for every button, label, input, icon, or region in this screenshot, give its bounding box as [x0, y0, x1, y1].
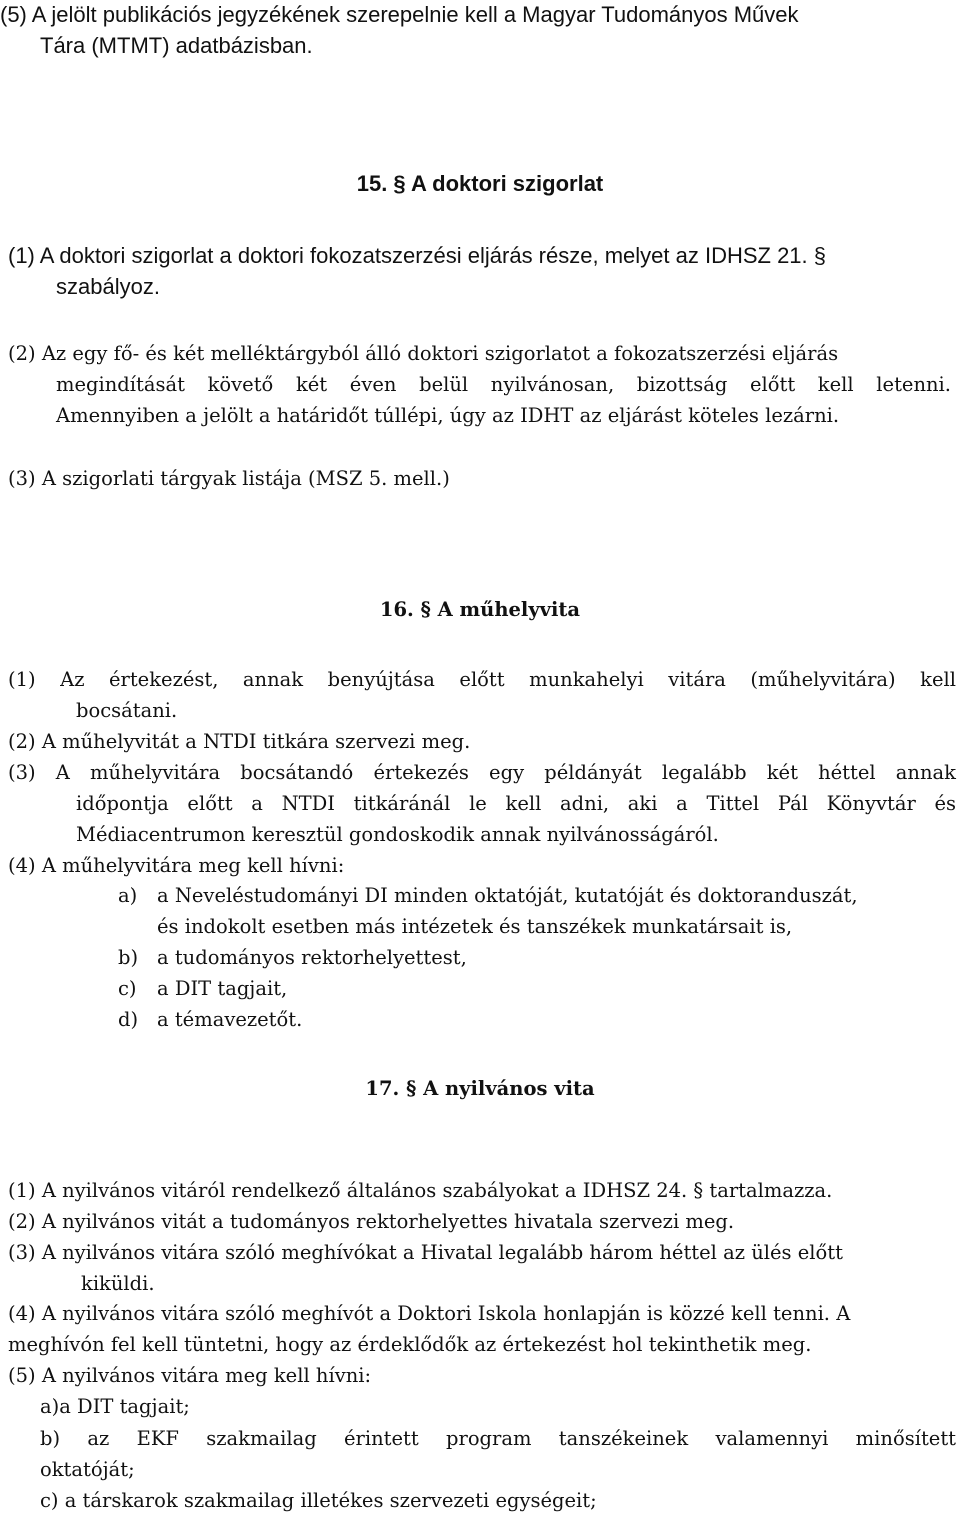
s16-p1: (1) Az értekezést, annak benyújtása előtt munkahelyi vitára (műhelyvitára) kell [8, 668, 956, 691]
s16-p3-cont: időpontja előtt a NTDI titkáránál le kell adni, aki a Tittel Pál Könyvtár és [76, 792, 956, 815]
list-item-text: a DIT tagjait, [157, 977, 288, 1000]
list-item-text: a Neveléstudományi DI minden oktatóját, kutatóját és doktoranduszát, [157, 884, 858, 907]
list-item-label: a) [118, 884, 138, 907]
paragraph-5-line: Tára (MTMT) adatbázisban. [40, 33, 313, 58]
s17-item-b-cont: oktatóját; [40, 1458, 135, 1481]
list-item-text: a témavezetőt. [157, 1008, 303, 1031]
list-item-text: a tudományos rektorhelyettest, [157, 946, 467, 969]
list-item-text: és indokolt esetben más intézetek és tanszékek munkatársait is, [157, 915, 793, 938]
s16-p3-cont: Médiacentrumon keresztül gondoskodik annak nyilvánosságáról. [76, 823, 719, 846]
s17-p2: (2) A nyilvános vitát a tudományos rektorhelyettes hivatala szervezi meg. [8, 1210, 735, 1233]
s15-p1: (1) A doktori szigorlat a doktori fokozatszerzési eljárás része, melyet az IDHSZ 21. § [8, 243, 826, 268]
s17-item-b: b) az EKF szakmailag érintett program tanszékeinek valamennyi minősített [40, 1427, 956, 1450]
s17-item-a: a)a DIT tagjait; [40, 1395, 190, 1418]
s15-p2: (2) Az egy fő- és két melléktárgyból álló doktori szigorlatot a fokozatszerzési eljárás [8, 342, 839, 365]
section-15-heading: 15. § A doktori szigorlat [356, 171, 604, 196]
list-item-label: c) [118, 977, 137, 1000]
s16-p2: (2) A műhelyvitát a NTDI titkára szervezi meg. [8, 730, 471, 753]
s17-p4: (4) A nyilvános vitára szóló meghívót a Doktori Iskola honlapján is közzé kell tenni. A [8, 1302, 851, 1325]
paragraph-5-line: (5) A jelölt publikációs jegyzékének szerepelnie kell a Magyar Tudományos Művek [0, 2, 799, 27]
s17-p3-cont: kiküldi. [81, 1272, 155, 1295]
s16-p1-cont: bocsátani. [76, 699, 178, 722]
s15-p3: (3) A szigorlati tárgyak listája (MSZ 5. mell.) [8, 467, 450, 490]
s16-p4: (4) A műhelyvitára meg kell hívni: [8, 854, 345, 877]
s15-p2-cont: Amennyiben a jelölt a határidőt túllépi, úgy az IDHT az eljárást köteles lezárni. [56, 404, 840, 427]
section-17-heading: 17. § A nyilvános vita [365, 1077, 595, 1100]
s17-p5: (5) A nyilvános vitára meg kell hívni: [8, 1364, 372, 1387]
s17-p1: (1) A nyilvános vitáról rendelkező általános szabályokat a IDHSZ 24. § tartalmazza. [8, 1179, 833, 1202]
s16-p3: (3) A műhelyvitára bocsátandó értekezés egy példányát legalább két héttel annak [8, 761, 956, 784]
list-item-label: b) [118, 946, 139, 969]
section-16-heading: 16. § A műhelyvita [379, 598, 581, 621]
s15-p2-cont: megindítását követő két éven belül nyilvánosan, bizottság előtt kell letenni. [56, 373, 951, 396]
s17-item-c: c) a társkarok szakmailag illetékes szervezeti egységeit; [40, 1489, 597, 1512]
s17-p3: (3) A nyilvános vitára szóló meghívókat a Hivatal legalább három héttel az ülés előtt [8, 1241, 843, 1264]
s15-p1-cont: szabályoz. [56, 274, 160, 299]
s17-p4-cont: meghívón fel kell tüntetni, hogy az érdeklődők az értekezést hol tekinthetik meg. [8, 1333, 812, 1356]
list-item-label: d) [118, 1008, 139, 1031]
